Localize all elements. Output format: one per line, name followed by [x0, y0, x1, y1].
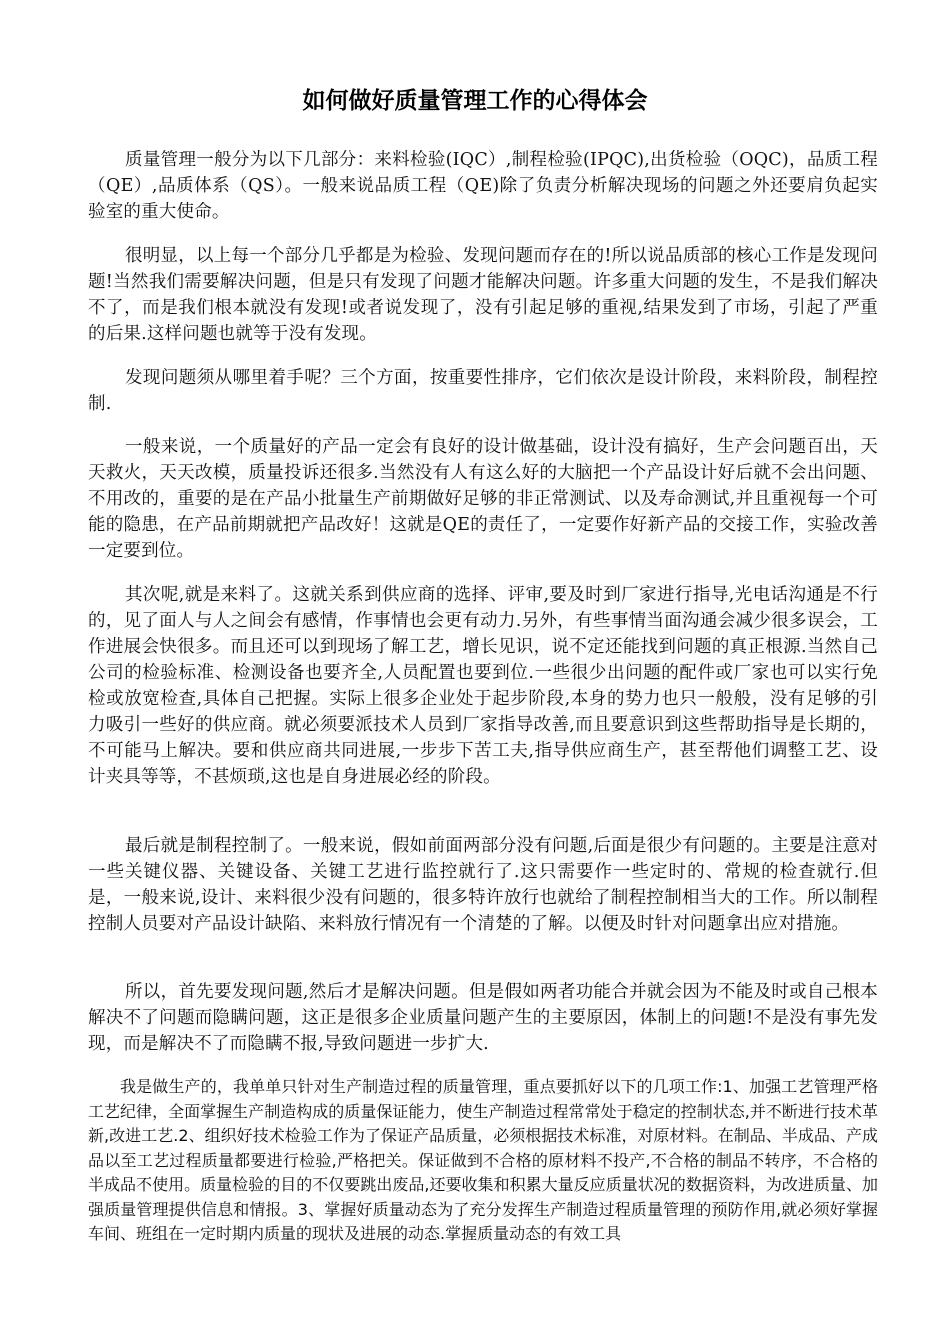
document-title: 如何做好质量管理工作的心得体会 [302, 88, 648, 114]
paragraph-process-control: 最后就是制程控制了。一般来说，假如前面两部分没有问题,后面是很少有问题的。主要是注意对一些关键仪器、关键设备、关键工艺进行监控就行了.这只需要作一些定时的、常规的检查就行.但是，一般来说,设计、来料很少没有问题的，很多特许放行也就给了制程控制相当大的工作。所以制程控制人员要对产品设计缺陷、来料放行情况有一个清楚的了解。以便及时针对问题拿出应对措施。 [88, 836, 878, 934]
paragraph-conclusion: 所以，首先要发现问题,然后才是解决问题。但是假如两者功能合并就会因为不能及时或自己根本解决不了问题而隐瞒问题，这正是很多企业质量问题产生的主要原因，体制上的问题!不是没有事先发现，而是解决不了而隐瞒不报,导致问题进一步扩大. [88, 982, 878, 1054]
paragraph-three-aspects: 发现问题须从哪里着手呢？三个方面，按重要性排序，它们依次是设计阶段，来料阶段，制程控制. [88, 368, 878, 414]
paragraph-incoming-material: 其次呢,就是来料了。这就关系到供应商的选择、评审,要及时到厂家进行指导,光电话沟通是不行的，见了面人与人之间会有感情，作事情也会更有动力.另外，有些事情当面沟通会减少很多误会，工作进展会快很多。而且还可以到现场了解工艺，增长见识，说不定还能找到问题的真正根源.当然自己公司的检验标准、检测设备也要齐全,人员配置也要到位.一些很少出问题的配件或厂家也可以实行免检或放宽检查,具体自己把握。实际上很多企业处于起步阶段,本身的势力也只一般般，没有足够的引力吸引一些好的供应商。就必须要派技术人员到厂家指导改善,而且要意识到这些帮助指导是长期的，不可能马上解决。要和供应商共同进展,一步步下苦工夫,指导供应商生产，甚至帮他们调整工艺、设计夹具等等，不甚烦琐,这也是自身进展必经的阶段。 [88, 585, 878, 787]
paragraph-finding-problems: 很明显，以上每一个部分几乎都是为检验、发现问题而存在的!所以说品质部的核心工作是发现问题!当然我们需要解决问题，但是只有发现了问题才能解决问题。许多重大问题的发生，不是我们解决不了，而是我们根本就没有发现!或者说发现了，没有引起足够的重视,结果发到了市场，引起了严重的后果.这样问题也就等于没有发现。 [88, 246, 878, 344]
paragraph-qc-overview: 质量管理一般分为以下几部分：来料检验(IQC）,制程检验(IPQC),出货检验（OQC)，品质工程（QE）,品质体系（QS）。一般来说品质工程（QE)除了负责分析解决现场的问题之外还要肩负起实验室的重大使命。 [88, 150, 878, 222]
paragraph-design-stage: 一般来说，一个质量好的产品一定会有良好的设计做基础，设计没有搞好，生产会问题百出，天天救火，天天改模，质量投诉还很多.当然没有人有这么好的大脑把一个产品设计好后就不会出问题、不用改的，重要的是在产品小批量生产前期做好足够的非正常测试、以及寿命测试,并且重视每一个可能的隐患，在产品前期就把产品改好！这就是QE的责任了，一定要作好新产品的交接工作，实验改善一定要到位。 [88, 437, 878, 561]
paragraph-production-experience: 我是做生产的，我单单只针对生产制造过程的质量管理，重点要抓好以下的几项工作:1、加强工艺管理严格工艺纪律，全面掌握生产制造构成的质量保证能力，使生产制造过程常常处于稳定的控制状态,并不断进行技术革新,改进工艺.2、组织好技术检验工作为了保证产品质量，必须根据技术标准，对原材料。在制品、半成品、产成品以至工艺过程质量都要进行检验,严格把关。保证做到不合格的原材料不投产,不合格的制品不转序，不合格的半成品不使用。质量检验的目的不仅要跳出废品,还要收集和积累大量反应质量状况的数据资料，为改进质量、加强质量管理提供信息和情报。3、掌握好质量动态为了充分发挥生产制造过程质量管理的预防作用,就必须好掌握车间、班组在一定时期内质量的现状及进展的动态.掌握质量动态的有效工具 [88, 1077, 878, 1243]
